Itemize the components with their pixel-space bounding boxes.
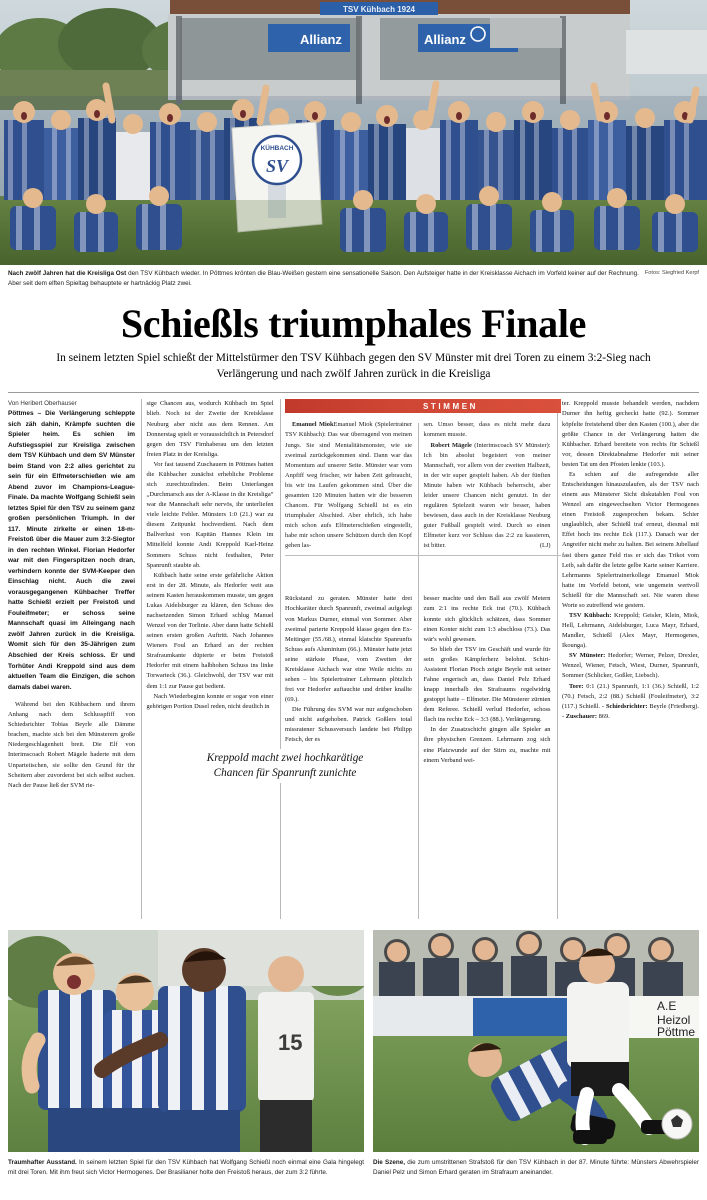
bottom-photo-row — [8, 930, 699, 1152]
hero-photo-graphic — [0, 0, 707, 265]
stimmen-box — [285, 399, 561, 556]
caption-right-rest: die zum umstrittenen Strafstoß für den TSV Kühbach in der 87. Minute führte: Münsters Abwehrspieler Daniel Pelz und Simon Erhard geraten im Strafraum aneinander. — [373, 1159, 699, 1177]
subheadline: In seinem letzten Spiel schießt der Mittelstürmer den TSV Kühbach gegen den SV Münster mit drei Toren zu einem 3:2-Sieg nach Verlängerung und nach zwölf Jahren zurück in die Kreisliga — [56, 352, 651, 380]
article-column-4 — [424, 594, 551, 765]
board-text-line1: A.E — [657, 999, 677, 1013]
caption-left — [8, 1158, 364, 1178]
lineup-tsv-label: TSV Kühbach: — [569, 612, 612, 620]
photo-credit: Fotos: Siegfried Kerpf — [644, 270, 699, 276]
stimmen-speaker-miok: Emanuel Miok — [292, 421, 334, 429]
match-stats — [562, 682, 699, 722]
hero-caption — [0, 265, 707, 289]
article-body — [8, 399, 699, 929]
col2-para-2: Vor fast tausend Zuschauern in Pöttmes hatten die Kühbacher zunächst erhebliche Probleme sich zurechtzufinden. Beim Unterfangen „Durchmarsch aus der A-Klasse in die Kreisliga“ war die Mannschaft sehr nervös, ihr unterliefen viele leichte Fehler. Münsters 1:0 (21.) war zu diesem Zeitpunkt hochverdient. Nach dem Ballverlust von Kapitän Hannes Klein im Mittelfeld konnte Andi Kreppold Karl-Heinz Sommers Schuss nicht festhalten, Peter Spanrunft staubte ab. — [146, 460, 274, 569]
byline: Von Heribert Oberhauser — [8, 400, 77, 408]
col4-para-3: In der Zusatzschicht gingen alle Spieler an ihre physischen Grenzen. Lehrmann zog sich eine Platzwunde auf der Stirn zu, machte mit einem Verband wei- — [423, 726, 551, 764]
col2-para-4: Nach Wiederbeginn konnte er sogar von einer gehörigen Portion Dusel reden, nicht deutlich in — [146, 692, 274, 710]
board-text-line2: Heizol — [657, 1013, 691, 1027]
article-lede: Pöttmes – Die Verlängerung schleppte sich zäh dahin, Krämpfe suchten die Spieler heim. Es schien im Aufstiegsspiel zur Kreisliga zwischen dem TSV Kühbach und dem SV Münster beim Stand von 2:2 alles gerichtet zu sein für ein Elfmeterschießen wie am Abend zuvor im Champions-League-Finale. Da machte Wolfgang Schießl sein letztes Spiel für den TSV zu seinem ganz großen persönlichen Triumph. In der 117. Minute zirkelte er einen 18-m-Freistoß über die Mauer zum 3:2-Siegtor in den rechten Winkel. Florian Hedorfer war mit den Fingerspitzen noch dran, verhindern konnte der SVM-Keeper den Einschlag nicht. Auch die zwei vorausgegangenen Kühbacher Treffer hatte Schießl erzielt per Freistoß und Fouleifmeter; er schoss seine Mannschaft quasi im Alleingang nach zwölf Jahren zurück in die Kreisliga. Womit sich für den 35-Jährigen zum Abschied der Kreis schloss. Er und Torhüter Andi Kreppold sind aus dem aktuellen Team die Einzigen, die schon damals dabei waren. — [8, 410, 135, 691]
stimmen-signature: (LJ) — [539, 542, 551, 550]
hero-caption-lead: Nach zwölf Jahren hat die Kreisliga Ost — [8, 270, 127, 277]
article-column-1 — [8, 399, 135, 790]
stimmen-title: STIMMEN — [422, 401, 479, 411]
col3-para-1: Rückstand zu geraten. Münster hatte drei Hochkaräter durch Spanrunft, zweimal aufgelegt von Markus Durner, einmal von Sommer. Aber zweimal parierte Kreppold klasse gegen den Ex-Meitinger (55./68.), einmal klatschte Spanrunfts Schuss aufs Aluminium (66.). Münster hatte jetzt seine stärkste Phase, vom Zweiten der Kreisklasse Aichach war eine Weile nichts zu sehen – bis Spielertrainer Lehrmann plötzlich frei vor Hedorfer auftauchte und drüber knallte (69.). — [285, 595, 412, 704]
attendance-text: 869. — [596, 712, 610, 720]
stimmen-quote-maegele — [424, 441, 551, 552]
photo-celebration — [8, 930, 364, 1152]
stimmen-header — [285, 399, 561, 413]
stimmen-text-maegele: (Interimscoach SV Münster): Ich bin absolut begeistert von meiner Mannschaft, vor allem von der zweiten Halbzeit, in der wir super gespielt haben. Ab der fünften Minute haben wir Kühbach beherrscht, aber leider unsere Chancen nicht genutzt. In der regulären Spielzeit waren wir besser, haben bewiesen, dass auch in der Kreisklasse Neuburg guter Fußball gespielt wird. Durch so einen Elfmeter kurz vor Schluss das 2:2 zu kassieren, ist bitter. — [423, 441, 551, 550]
hero-photo — [0, 0, 707, 265]
hero-caption-rest: den TSV Kühbach wieder. In Pöttmes krönten die Blau-Weißen gestern eine sensationelle Saison. Den Aufsteiger hatte in der Kreisklasse Aichach im Vorfeld keiner auf der Rechnung. Aber seit dem elften Spieltag behauptete er hartnäckig Platz zwei. — [8, 270, 639, 288]
col5-para-2: Es schien auf die aufregendste aller Entscheidungen hinauszulaufen, als der TSV nach einem aus Münsterer Sicht diskutablen Foul von Wenzel am eingewechselten Victor Hermogenes einen Freistoß zugesprochen bekam. Schier unglaublich, aber Schießl traf erneut, diesmal mit Effet hoch ins rechte Eck (117.). Danach war der Angreifer nicht mehr zu halten. Bei seinem Jubellauf fast übers ganze Feld riss er sich das Trikot vom Leib, sah dafür die letzte gelbe Karte seiner Karriere. Lehrmanns Spielertrainerkollege Emanuel Miok hatte im Vorfeld betont, wie ungemein wertvoll Schießl für die Mannschaft sei. Nie waren diese Worte so zutreffend wie gestern. — [562, 470, 699, 609]
col5-para-1: ter. Kreppold musste behandelt werden, nachdem Durner ihn heftig gecheckt hatte (92.). Sommer köpfelte freistehend über den Kasten (100.), aber die größte Chance in der Verlängerung hatten die Kühbacher. Erhard bereitete von rechts für Schießl vor, dessen Direktabnahme Hedorfer mit seiner besten Tat um den Pfosten lenkte (103.). — [562, 400, 699, 468]
article-column-3 — [285, 594, 412, 745]
col2-para-1: sige Chancen aus, wodurch Kühbach im Spiel blieb. Noch ist der Zweite der Kreisklasse Neuburg aber nicht aus dem Rennen. Am Donnerstag spielt er voraussichtlich in Petersdorf gegen den TSV Firnhaberau um den letzten freien Platz in der Kreisliga. — [146, 400, 274, 458]
column-rule-1 — [141, 399, 142, 919]
hero-banner-allianz-left: Allianz — [300, 32, 342, 47]
photo-foul-scene — [373, 930, 699, 1152]
bottom-caption-row — [8, 1158, 699, 1178]
photo-foul-graphic — [373, 930, 699, 1152]
col2-para-3: Kühbach hatte seine erste gefährliche Aktion erst in der 28. Minute, als Hedorfer weit aus seinem Kasten herauskommen musste, um gegen Lukas Aidelsburger zu klären, den Schuss des nachsetzenden Simon Erhard schlug Manuel Wenzel von der Torlinie. Aber dann hatte Schießl seinen ersten großen Auftritt. Nach Johannes Wieners Foul an Erhard an der rechten Strafraumkante düpierte er beim Freistoß Hedorfer mit einem halbhohen Schuss ins linke Torwarteck (36.). Gleichwohl, der TSV war mit dem 1:1 zur Pause gut bedient. — [146, 571, 274, 690]
goals-label: Tore: — [569, 682, 584, 690]
lineup-tsv-players: Kreppold; Geisler, Klein, Miok, Hell, Lehrmann, Aidelsburger, Luca Mayr, Erhard, Mandler, Schießl (Alex Mayr, Hermogenes, Ikounga). — [562, 612, 699, 650]
caption-right-lead: Die Szene, — [373, 1159, 405, 1166]
stimmen-column-left — [285, 420, 412, 551]
stimmen-quote-miok — [285, 420, 412, 551]
caption-left-lead: Traumhafter Ausstand. — [8, 1159, 77, 1166]
column-rule-2 — [280, 399, 281, 919]
article-column-2 — [147, 399, 274, 711]
col1-para-1: Während bei den Kühbachern und ihrem Anhang nach dem Schlusspfiff von Schiedsrichter Tobias Beyrle alle Dämme brachen, machte sich bei den Münsterern große Niedergeschlagenheit breit. Die Elf von Interimscoach Robert Mägele haderte mit dem Unparteiischen, sie sollte den Grund für ihr Scheitern aber zuvorderst bei sich selbst suchen. Nach der Pause ließ der SVM rie- — [8, 701, 135, 789]
article-column-5 — [562, 399, 699, 722]
attendance-label: Zuschauer: — [564, 712, 597, 720]
board-text-line3: Pöttme — [657, 1025, 696, 1039]
caption-left-rest: In seinem letzten Spiel für den TSV Kühbach hat Wolfgang Schießl noch einmal eine Gala hingelegt mit drei Toren. Mit ihm freut sich Victor Hermogenes. Der Brasilianer holte den Freistoß heraus, der zum 3:2 führte. — [8, 1159, 364, 1177]
stimmen-speaker-maegele: Robert Mägele — [430, 441, 472, 449]
stimmen-column-right — [424, 420, 551, 551]
col4-para-1: besser machte und den Ball aus zwölf Metern zum 2:1 ins rechte Eck trat (70.). Kühbach konnte sich glücklich schätzen, dass Sommer einen Konter nicht zum 1:3 abschloss (73.). Das wär's wohl gewesen. — [423, 595, 551, 643]
col4-para-2: So blieb der TSV im Geschäft und wurde für sein großes Kämpferherz belohnt. Schiri-Assistent Florian Pioch zeigte Beyrle mit seiner Fahne engerisch an, dass Daniel Pelz Erhard knapp innerhalb des Strafraums regelwidrig gestoppt hatte – Elfmeter. Die Münsterer zürnten dem Referee. Schießl verlud Hedorfer, schoss flach ins rechte Eck – 3:3 (88.). Verlängerung. — [423, 645, 551, 724]
pull-quote: Kreppold macht zwei hochkarätige Chancen für Spanrunft zunichte — [204, 749, 366, 783]
caption-right — [373, 1158, 699, 1178]
bystander-jersey-number: 15 — [278, 1030, 303, 1055]
lineup-svm-label: SV Münster: — [569, 652, 606, 660]
stimmen-text-miok: Emanuel Miok (Spielertrainer TSV Kühbach): Das war überragend von meinen Jungs. Sie sind Mentalitätsmonster, wie sie zweimal zurückgekommen sind. Dann war das Momentum auf unserer Seite. Münster war vom Anpfiff weg frischer, wir haben Zeit gebraucht, bis wir ins Laufen gekommen sind. Über die gesamten 120 Minuten hatten wir die besseren Chancen. Für Wolfgang Schießl ist es ein triumphaler Abschied. Aber ehrlich, ich habe mich schon aufs Elfmeterschießen eingestellt, habe mir schon unsere Schützen durch den Kopf gehen las- — [285, 421, 412, 550]
header-divider — [8, 392, 699, 393]
referee-text: Beyrle (Friedberg). - — [562, 702, 699, 720]
stimmen-quote-cont: sen. Umso besser, dass es nicht mehr dazu kommen musste. — [423, 421, 551, 439]
flag-initials: SV — [265, 156, 289, 176]
hero-banner-allianz-right: Allianz — [424, 32, 466, 47]
page-title: Schießls triumphales Finale — [120, 301, 587, 347]
referee-label: Schiedsrichter: — [604, 702, 648, 710]
hero-banner-tsv: TSV Kühbach 1924 — [342, 5, 416, 14]
photo-celebration-graphic — [8, 930, 364, 1152]
goals-text: 0:1 (21.) Spanrunft, 1:1 (36.) Schießl, 1:2 (70.) Fetsch, 2:2 (88.) Schießl (Fouleifmeter), 3:2 (117.) Schießl. - — [562, 682, 699, 710]
lineup-svm — [562, 651, 699, 681]
col3-para-2: Die Führung des SVM war nur aufgeschoben und nicht aufgehoben. Patrick Goßlers total missratener Schussversuch landete bei Philipp Fetsch, der es — [285, 706, 412, 744]
flag-club-name: KÜHBACH — [260, 145, 294, 152]
lineup-svm-players: Hedorfer; Werner, Pelzer, Drexler, Wenzel, Wiener, Fetsch, Wiest, Durner, Spanrunft, Sommer (Schlicker, Goßler, Liebsch). — [562, 652, 699, 680]
lineup-tsv — [562, 611, 699, 651]
